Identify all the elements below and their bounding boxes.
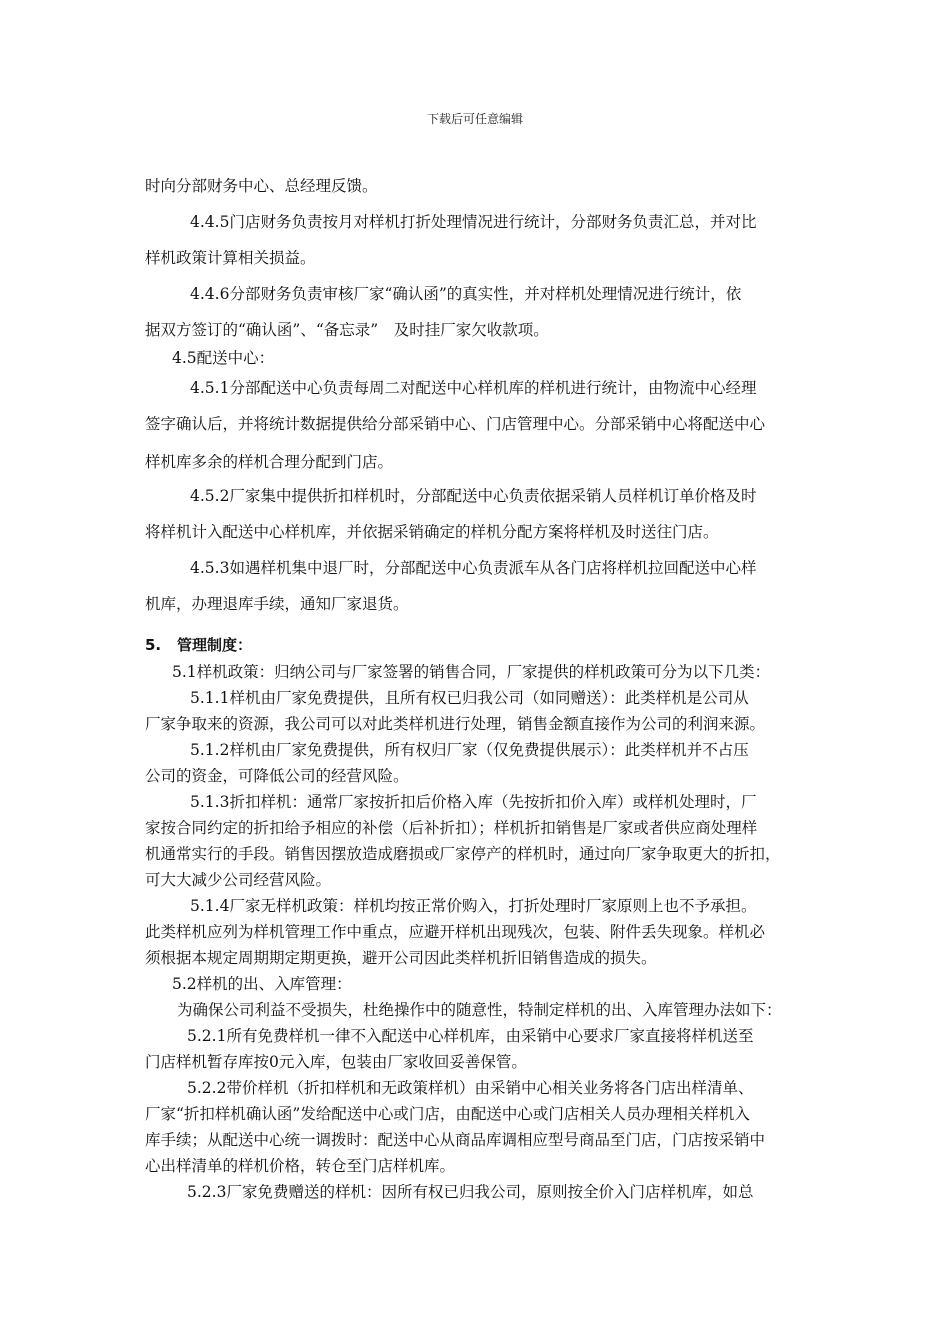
paragraph-line: 为确保公司利益不受损失，杜绝操作中的随意性，特制定样机的出、入库管理办法如下： (177, 1001, 782, 1019)
paragraph-line: 样机政策计算相关损益。 (145, 249, 316, 267)
paragraph-line: 此类样机应列为样机管理工作中重点，应避开样机出现残次，包装、附件丢失现象。样机必 (145, 923, 766, 941)
paragraph-line: 5.1.3折扣样机：通常厂家按折扣后价格入库（先按折扣价入库）或样机处理时，厂 (190, 793, 757, 811)
paragraph-line: 须根据本规定周期期定期更换，避开公司因此类样机折旧销售造成的损失。 (145, 949, 657, 967)
section-heading (145, 634, 252, 655)
paragraph-line: 5.1.1样机由厂家免费提供，且所有权已归我公司（如同赠送）：此类样机是公司从 (190, 689, 749, 707)
paragraph-line: 样机库多余的样机合理分配到门店。 (145, 453, 394, 471)
paragraph-line: 将样机计入配送中心样机库，并依据采销确定的样机分配方案将样机及时送往门店。 (145, 523, 719, 541)
paragraph-line: 厂家争取来的资源，我公司可以对此类样机进行处理，销售金额直接作为公司的利润来源。 (145, 715, 766, 733)
paragraph-line: 公司的资金，可降低公司的经营风险。 (145, 767, 409, 785)
paragraph-line: 家按合同约定的折扣给予相应的补偿（后补折扣）；样机折扣销售是厂家或者供应商处理样 (145, 819, 758, 837)
section-number: 5. (145, 636, 162, 654)
subsection-heading: 5.1样机政策：归纳公司与厂家签署的销售合同，厂家提供的样机政策可分为以下几类： (172, 663, 771, 681)
paragraph-line: 门店样机暂存库按0元入库，包装由厂家收回妥善保管。 (145, 1053, 527, 1071)
paragraph-line: 4.5.2厂家集中提供折扣样机时，分部配送中心负责依据采销人员样机订单价格及时 (190, 487, 757, 505)
section-title: 管理制度： (177, 636, 253, 654)
paragraph-line: 库手续；从配送中心统一调拨时：配送中心从商品库调相应型号商品至门店，门店按采销中 (145, 1131, 766, 1149)
paragraph-line: 5.1.2样机由厂家免费提供，所有权归厂家（仅免费提供展示）：此类样机并不占压 (190, 741, 749, 759)
paragraph-line: 5.2.1所有免费样机一律不入配送中心样机库，由采销中心要求厂家直接将样机送至 (187, 1027, 754, 1045)
paragraph-line: 签字确认后，并将统计数据提供给分部采销中心、门店管理中心。分部采销中心将配送中心 (145, 415, 766, 433)
paragraph-line: 5.2.2带价样机（折扣样机和无政策样机）由采销中心相关业务将各门店出样清单、 (187, 1079, 754, 1097)
subsection-heading: 5.2样机的出、入库管理： (172, 975, 352, 993)
paragraph-line: 5.1.4厂家无样机政策：样机均按正常价购入，打折处理时厂家原则上也不予承担。 (190, 897, 757, 915)
paragraph-line: 厂家“折扣样机确认函”发给配送中心或门店，由配送中心或门店相关人员办理相关样机入 (145, 1105, 750, 1123)
paragraph-line: 5.2.3厂家免费赠送的样机：因所有权已归我公司，原则按全价入门店样机库，如总 (187, 1183, 754, 1201)
paragraph-line: 机库，办理退库手续，通知厂家退货。 (145, 595, 409, 613)
paragraph-line: 时向分部财务中心、总经理反馈。 (145, 177, 378, 195)
paragraph-line: 4.5.3如遇样机集中退厂时，分部配送中心负责派车从各门店将样机拉回配送中心样 (190, 559, 757, 577)
subsection-heading: 4.5配送中心： (172, 349, 275, 367)
paragraph-line: 心出样清单的样机价格，转仓至门店样机库。 (145, 1157, 456, 1175)
paragraph-line: 机通常实行的手段。销售因摆放造成磨损或厂家停产的样机时，通过向厂家争取更大的折扣， (145, 845, 781, 863)
paragraph-line: 可大大减少公司经营风险。 (145, 871, 332, 889)
paragraph-line: 4.4.5门店财务负责按月对样机打折处理情况进行统计，分部财务负责汇总，并对比 (190, 213, 757, 231)
paragraph-line: 据双方签订的“确认函”、“备忘录” 及时挂厂家欠收款项。 (145, 321, 549, 339)
paragraph-line: 4.4.6分部财务负责审核厂家“确认函”的真实性，并对样机处理情况进行统计，依 (190, 285, 742, 303)
page-header: 下载后可任意编辑 (426, 112, 523, 126)
paragraph-line: 4.5.1分部配送中心负责每周二对配送中心样机库的样机进行统计，由物流中心经理 (190, 379, 757, 397)
